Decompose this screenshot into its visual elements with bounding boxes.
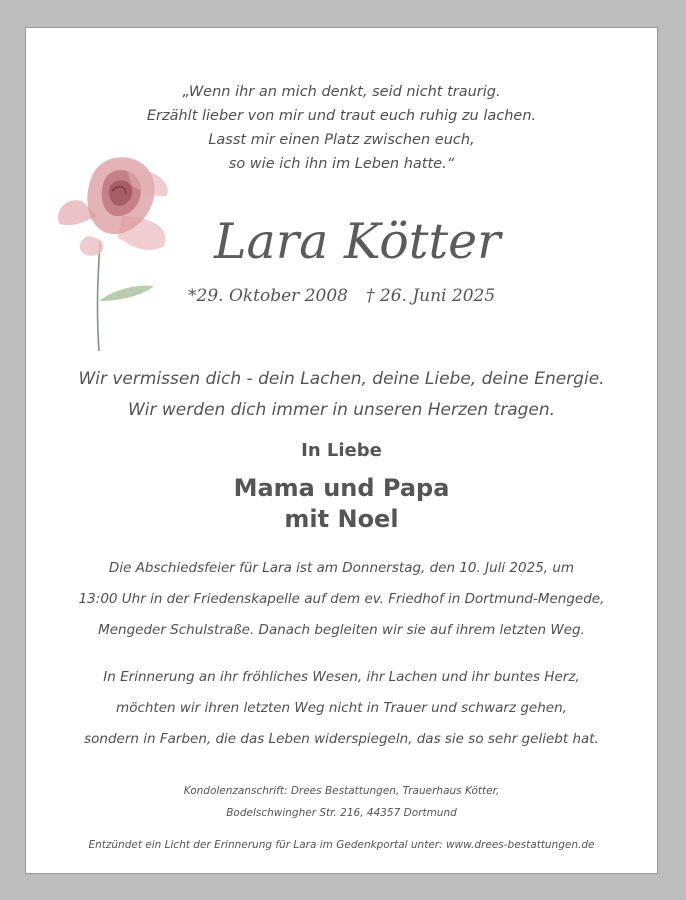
death-date: † 26. Juni 2025 bbox=[365, 286, 496, 306]
deceased-name: Lara Kötter bbox=[214, 213, 501, 270]
family-line: mit Noel bbox=[284, 505, 399, 533]
remembrance-line: sondern in Farben, die das Leben widerspiegeln, das sie so sehr geliebt hat. bbox=[84, 731, 599, 747]
condolence-address bbox=[26, 780, 657, 824]
memorial-portal-note: Entzündet ein Licht der Erinnerung für Lara im Gedenkportal unter: www.drees-bestattungen.de bbox=[88, 839, 595, 851]
condolence-line: Bodelschwingher Str. 216, 44357 Dortmund bbox=[226, 807, 457, 819]
ceremony-line: Die Abschiedsfeier für Lara ist am Donnerstag, den 10. Juli 2025, um bbox=[108, 560, 575, 576]
rose-watercolor-icon bbox=[52, 146, 182, 356]
message-line: Wir werden dich immer in unseren Herzen tragen. bbox=[127, 400, 556, 420]
birth-date: *29. Oktober 2008 bbox=[188, 286, 348, 306]
obituary-card bbox=[25, 27, 658, 874]
quote-line: so wie ich ihn im Leben hatte.“ bbox=[228, 156, 455, 172]
remembrance-line: möchten wir ihren letzten Weg nicht in Trauer und schwarz gehen, bbox=[116, 700, 567, 716]
ceremony-line: Mengeder Schulstraße. Danach begleiten wir sie auf ihrem letzten Weg. bbox=[98, 622, 585, 638]
signoff-intro: In Liebe bbox=[301, 440, 382, 461]
quote-line: Lasst mir einen Platz zwischen euch, bbox=[208, 132, 475, 148]
remembrance-paragraph bbox=[26, 662, 657, 755]
quote-line: Erzählt lieber von mir und traut euch ruhig zu lachen. bbox=[146, 108, 537, 124]
family-names bbox=[26, 473, 657, 535]
life-dates bbox=[188, 286, 495, 306]
ceremony-paragraph bbox=[26, 553, 657, 646]
quote-line: „Wenn ihr an mich denkt, seid nicht traurig. bbox=[182, 84, 501, 100]
remembrance-line: In Erinnerung an ihr fröhliches Wesen, ihr Lachen und ihr buntes Herz, bbox=[103, 669, 580, 685]
message-line: Wir vermissen dich - dein Lachen, deine Liebe, deine Energie. bbox=[78, 369, 605, 389]
family-line: Mama und Papa bbox=[233, 474, 450, 502]
condolence-line: Kondolenzanschrift: Drees Bestattungen, Trauerhaus Kötter, bbox=[183, 785, 500, 797]
ceremony-line: 13:00 Uhr in der Friedenskapelle auf dem ev. Friedhof in Dortmund-Mengede, bbox=[78, 591, 605, 607]
message-block bbox=[26, 364, 657, 426]
